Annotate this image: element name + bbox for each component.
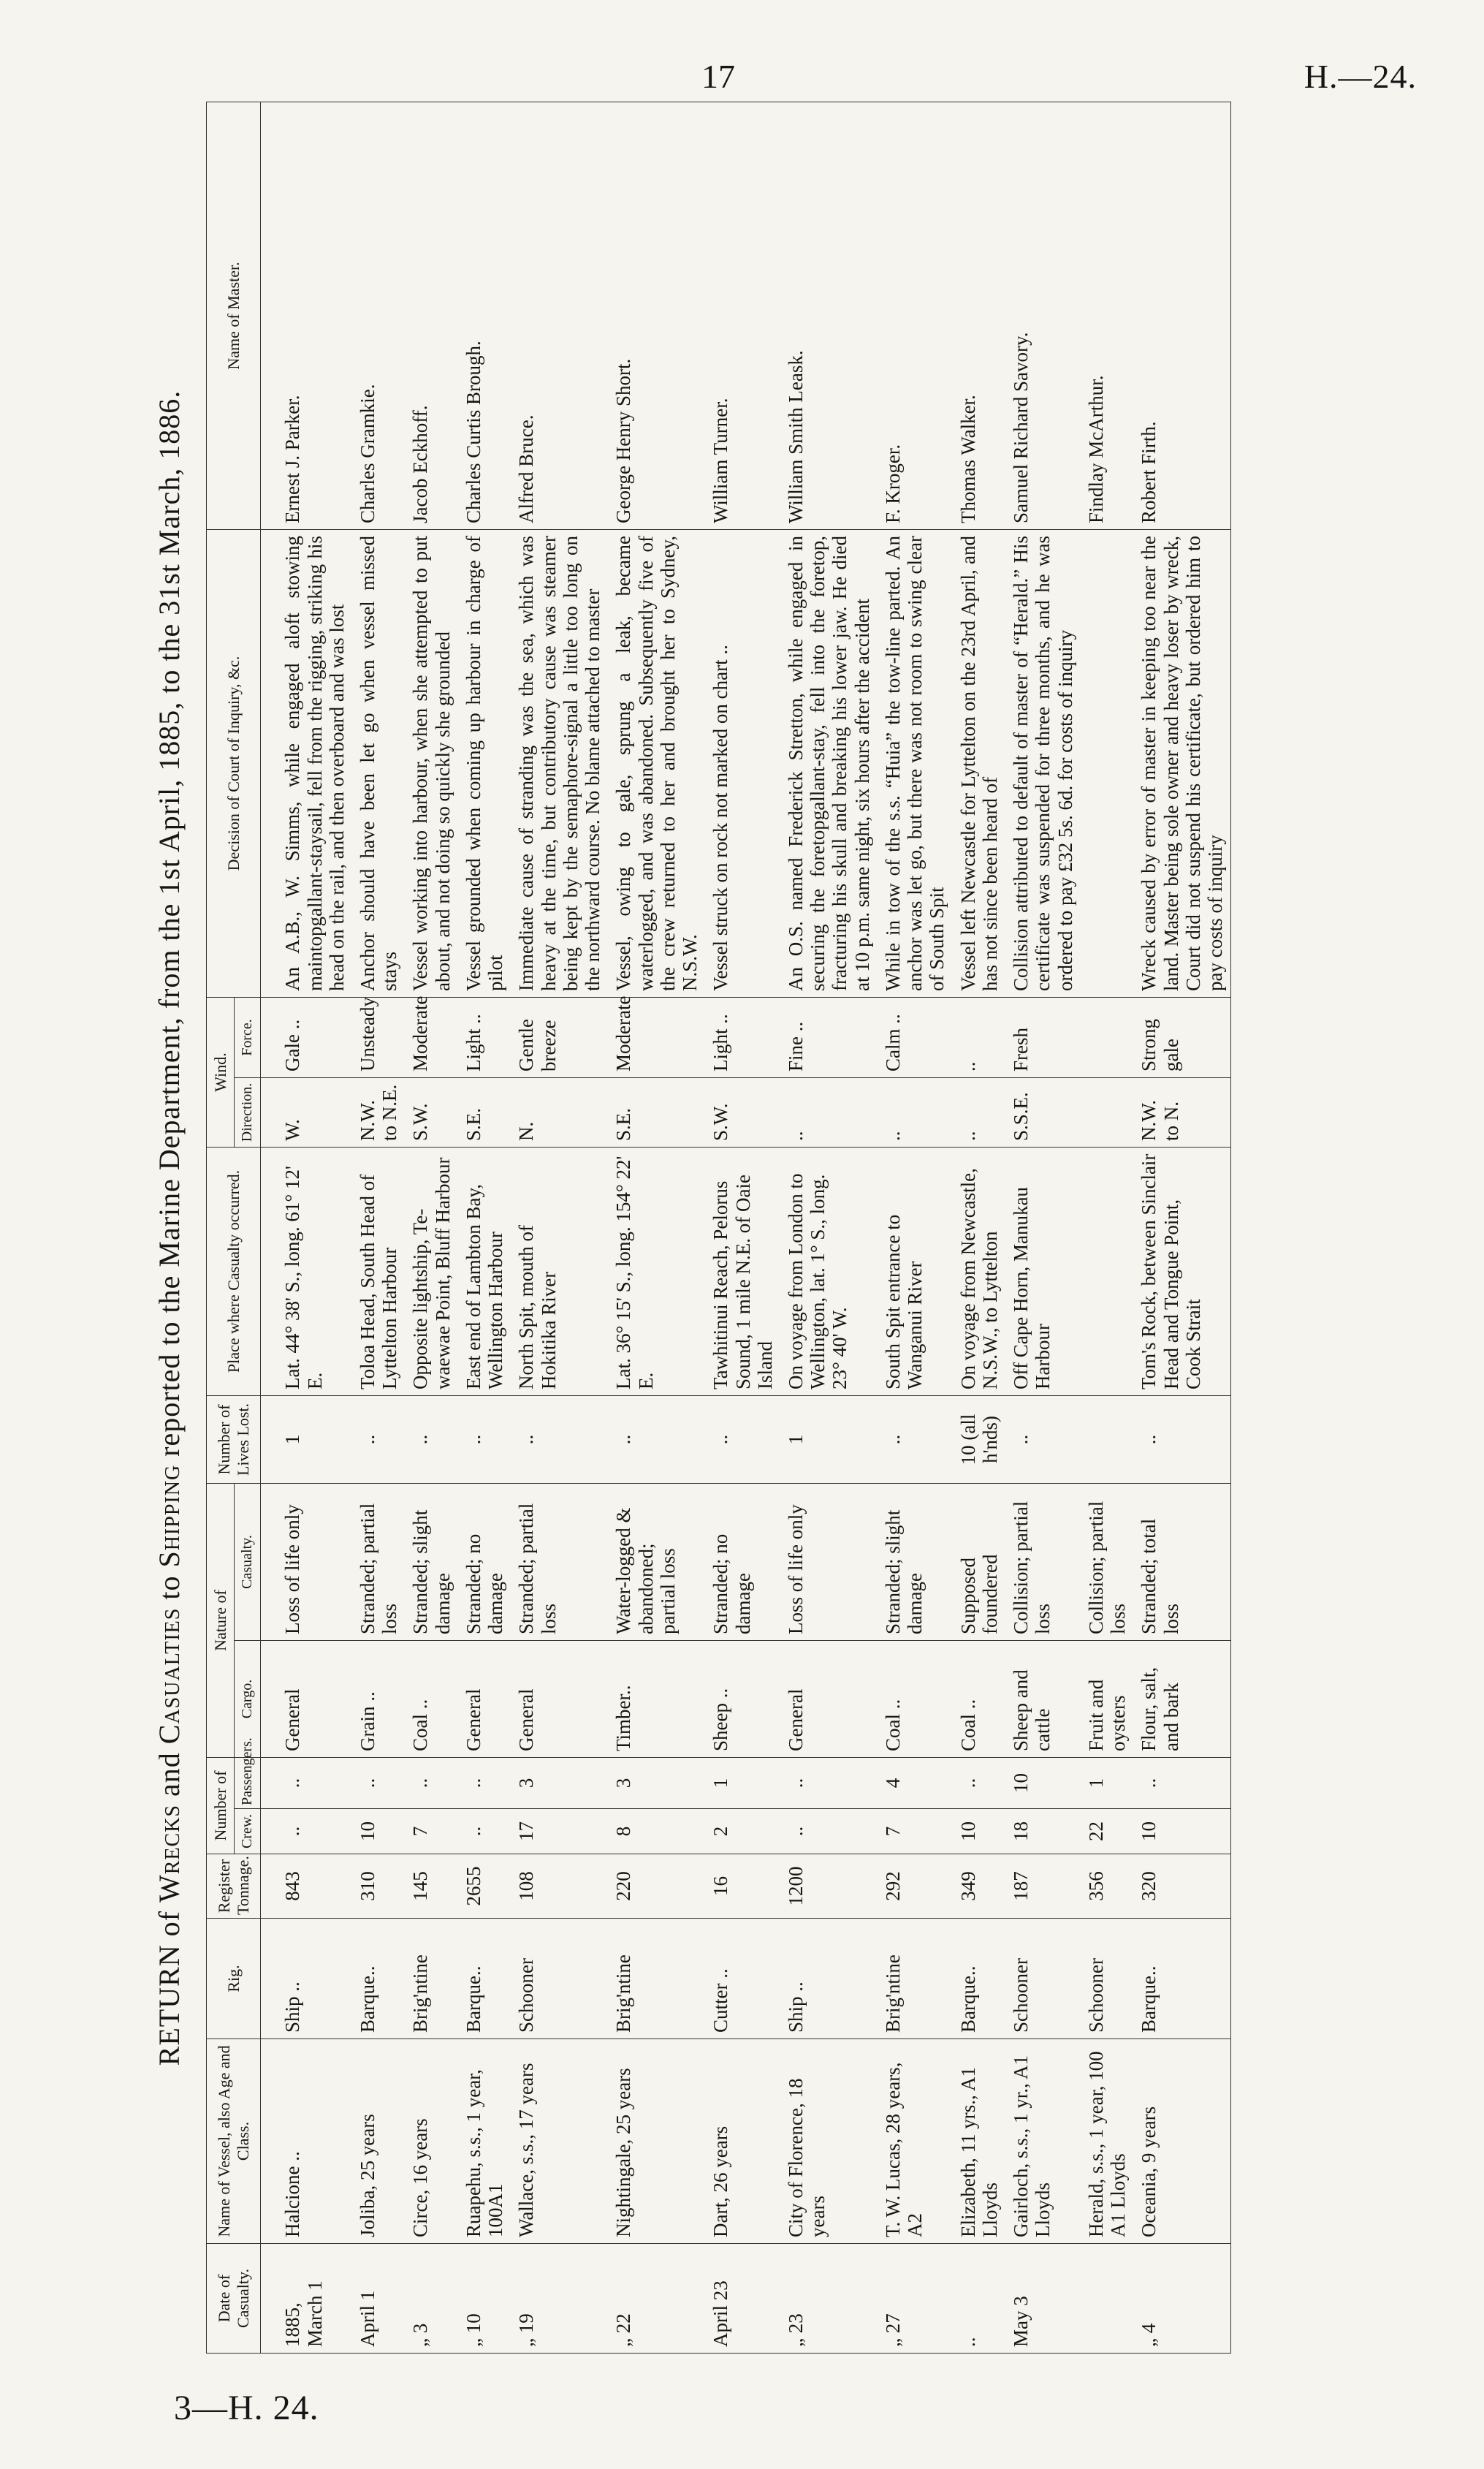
cell-passengers: ..	[261, 1757, 352, 1808]
cell-tonnage: 843	[261, 1854, 352, 1919]
table-row	[878, 102, 953, 2353]
cell-rig: Schooner	[1081, 1919, 1133, 2039]
cell-direction: N.W. to N.E.	[352, 1077, 405, 1147]
cell-rig: Schooner	[511, 1919, 608, 2039]
cell-direction: ..	[953, 1077, 1005, 1147]
header-wind: Wind.	[207, 997, 235, 1147]
cell-cargo: General	[780, 1640, 878, 1757]
page-number: 17	[701, 58, 735, 95]
cell-tonnage: 310	[352, 1854, 405, 1919]
cell-force: Strong gale	[1133, 997, 1230, 1077]
cell-force: Moderate	[405, 997, 457, 1077]
cell-date: „ 19	[511, 2244, 608, 2354]
cell-tonnage: 145	[405, 1854, 457, 1919]
cell-place: South Spit entrance to Wanganui River	[878, 1147, 953, 1395]
cell-vessel: Elizabeth, 11 yrs., A1 Lloyds	[953, 2039, 1005, 2244]
header-force: Force.	[235, 997, 261, 1077]
title-wrecks: Wrecks	[153, 1804, 186, 1903]
cell-master: William Smith Leask.	[780, 102, 878, 529]
table-row	[1005, 102, 1081, 2353]
cell-place: Toloa Head, South Head of Lyttelton Harbour	[352, 1147, 405, 1395]
cell-decision: Vessel grounded when coming up harbour in charge of pilot	[458, 529, 511, 997]
cell-casualty: Stranded; no damage	[458, 1483, 511, 1640]
table-row	[511, 102, 608, 2353]
cell-passengers: 3	[608, 1757, 705, 1808]
cell-place: Tom's Rock, between Sinclair Head and Tongue Point, Cook Strait	[1133, 1147, 1230, 1395]
rotated-return-table	[133, 102, 1404, 2354]
cell-crew: 8	[608, 1809, 705, 1854]
cell-date: „ 23	[780, 2244, 878, 2354]
cell-rig: Barque..	[352, 1919, 405, 2039]
cell-crew: 17	[511, 1809, 608, 1854]
cell-tonnage: 349	[953, 1854, 1005, 1919]
cell-crew: 18	[1005, 1809, 1081, 1854]
cell-direction: ..	[878, 1077, 953, 1147]
cell-master: Charles Curtis Brough.	[458, 102, 511, 529]
table-body	[261, 102, 1231, 2353]
cell-place	[1081, 1147, 1133, 1395]
cell-passengers: 10	[1005, 1757, 1081, 1808]
cell-crew: ..	[458, 1809, 511, 1854]
cell-master: Robert Firth.	[1133, 102, 1230, 529]
cell-lives: ..	[1133, 1395, 1230, 1483]
cell-date	[1081, 2244, 1133, 2354]
cell-vessel: Gairloch, s.s., 1 yr., A1 Lloyds	[1005, 2039, 1081, 2244]
cell-decision: Collision attributed to default of master of “Herald.” His certificate was suspended for three months, and he was ordered to pay £32 5s. 6d. for costs of inquiry	[1005, 529, 1081, 997]
cell-lives: 1	[780, 1395, 878, 1483]
header-master: Name of Master.	[207, 102, 261, 529]
table-row	[261, 102, 352, 2353]
header-number-of: Number of	[207, 1757, 235, 1854]
cell-direction: S.E.	[608, 1077, 705, 1147]
cell-vessel: Joliba, 25 years	[352, 2039, 405, 2244]
cell-casualty: Stranded; partial loss	[511, 1483, 608, 1640]
cell-lives: ..	[878, 1395, 953, 1483]
cell-direction: S.W.	[705, 1077, 780, 1147]
cell-rig: Ship ..	[780, 1919, 878, 2039]
cell-date: April 23	[705, 2244, 780, 2354]
cell-cargo: General	[511, 1640, 608, 1757]
table-row	[352, 102, 405, 2353]
header-rig: Rig.	[207, 1919, 261, 2039]
cell-master: Samuel Richard Savory.	[1005, 102, 1081, 529]
cell-master: Findlay McArthur.	[1081, 102, 1133, 529]
cell-force: ..	[953, 997, 1005, 1077]
cell-tonnage: 320	[1133, 1854, 1230, 1919]
cell-crew: 7	[405, 1809, 457, 1854]
wrecks-table	[206, 102, 1231, 2354]
cell-date: April 1	[352, 2244, 405, 2354]
title-rest: reported to the Marine Department, from the 1st April, 1885, to the 31st March, 1886.	[153, 390, 186, 1465]
cell-tonnage: 220	[608, 1854, 705, 1919]
table-row	[458, 102, 511, 2353]
header-date: Date of Casualty.	[207, 2244, 261, 2354]
cell-decision: Vessel, owing to gale, sprung a leak, became waterlogged, and was abandoned. Subsequently five of the crew returned to her and brought her to Sydney, N.S.W.	[608, 529, 705, 997]
cell-cargo: Grain ..	[352, 1640, 405, 1757]
cell-casualty: Water-logged & abandoned; partial loss	[608, 1483, 705, 1640]
cell-passengers: ..	[1133, 1757, 1230, 1808]
header-crew: Crew.	[235, 1809, 261, 1854]
cell-passengers: ..	[458, 1757, 511, 1808]
cell-vessel: Nightingale, 25 years	[608, 2039, 705, 2244]
cell-crew: 10	[1133, 1809, 1230, 1854]
cell-cargo: Coal ..	[878, 1640, 953, 1757]
cell-rig: Barque..	[458, 1919, 511, 2039]
cell-direction: S.W.	[405, 1077, 457, 1147]
cell-lives: ..	[511, 1395, 608, 1483]
cell-date: 1885, March 1	[261, 2244, 352, 2354]
cell-rig: Barque..	[1133, 1919, 1230, 2039]
cell-passengers: ..	[780, 1757, 878, 1808]
cell-place: Opposite lightship, Te-waewae Point, Bluff Harbour	[405, 1147, 457, 1395]
cell-casualty: Stranded; partial loss	[352, 1483, 405, 1640]
cell-passengers: ..	[953, 1757, 1005, 1808]
cell-force: Gale ..	[261, 997, 352, 1077]
cell-decision: Vessel left Newcastle for Lyttelton on the 23rd April, and has not since been heard of	[953, 529, 1005, 997]
cell-crew: ..	[261, 1809, 352, 1854]
cell-decision: An O.S. named Frederick Stretton, while engaged in securing the foretopgallant-stay, fell into the foretop, fracturing his skull and breaking his lower jaw. He died at 10 p.m. same night, six hours after the accident	[780, 529, 878, 997]
header-lives: Number of Lives Lost.	[207, 1395, 261, 1483]
cell-date: „ 3	[405, 2244, 457, 2354]
cell-lives	[1081, 1395, 1133, 1483]
cell-rig: Brig'ntine	[878, 1919, 953, 2039]
cell-master: Jacob Eckhoff.	[405, 102, 457, 529]
cell-master: Ernest J. Parker.	[261, 102, 352, 529]
title-prefix: RETURN of	[153, 1903, 186, 2066]
cell-date: „ 10	[458, 2244, 511, 2354]
cell-cargo: Sheep ..	[705, 1640, 780, 1757]
cell-crew: 10	[352, 1809, 405, 1854]
cell-place: Tawhitinui Reach, Pelorus Sound, 1 mile N.E. of Oaie Island	[705, 1147, 780, 1395]
cell-crew: ..	[780, 1809, 878, 1854]
table-row	[705, 102, 780, 2353]
cell-cargo: Sheep and cattle	[1005, 1640, 1081, 1757]
cell-passengers: 1	[1081, 1757, 1133, 1808]
cell-rig: Ship ..	[261, 1919, 352, 2039]
cell-place: On voyage from Newcastle, N.S.W., to Lyttelton	[953, 1147, 1005, 1395]
cell-lives: ..	[608, 1395, 705, 1483]
table-row	[608, 102, 705, 2353]
cell-date: „ 4	[1133, 2244, 1230, 2354]
cell-master: George Henry Short.	[608, 102, 705, 529]
cell-cargo: General	[261, 1640, 352, 1757]
cell-passengers: ..	[352, 1757, 405, 1808]
cell-place: Off Cape Horn, Manukau Harbour	[1005, 1147, 1081, 1395]
header-nature-of: Nature of	[207, 1483, 235, 1757]
cell-tonnage: 1200	[780, 1854, 878, 1919]
cell-casualty: Stranded; slight damage	[405, 1483, 457, 1640]
title-to: to	[153, 1567, 186, 1608]
cell-direction: W.	[261, 1077, 352, 1147]
header-vessel: Name of Vessel, also Age and Class.	[207, 2039, 261, 2244]
cell-cargo: Coal ..	[953, 1640, 1005, 1757]
header-casualty: Casualty.	[235, 1483, 261, 1640]
cell-passengers: 4	[878, 1757, 953, 1808]
cell-vessel: Halcione ..	[261, 2039, 352, 2244]
cell-lives: ..	[458, 1395, 511, 1483]
header-decision: Decision of Court of Inquiry, &c.	[207, 529, 261, 997]
cell-lives: ..	[705, 1395, 780, 1483]
cell-direction: N.W. to N.	[1133, 1077, 1230, 1147]
cell-date: May 3	[1005, 2244, 1081, 2354]
cell-passengers: 1	[705, 1757, 780, 1808]
cell-direction	[1081, 1077, 1133, 1147]
cell-place: Lat. 44° 38' S., long. 61° 12' E.	[261, 1147, 352, 1395]
title-shipping: Shipping	[153, 1464, 186, 1568]
cell-master: F. Kroger.	[878, 102, 953, 529]
cell-vessel: Oceania, 9 years	[1133, 2039, 1230, 2244]
cell-force: Light ..	[458, 997, 511, 1077]
cell-place: East end of Lambton Bay, Wellington Harbour	[458, 1147, 511, 1395]
cell-vessel: Herald, s.s., 1 year, 100 A1 Lloyds	[1081, 2039, 1133, 2244]
cell-master: William Turner.	[705, 102, 780, 529]
cell-cargo: General	[458, 1640, 511, 1757]
header-cargo: Cargo.	[235, 1640, 261, 1757]
cell-casualty: Collision; partial loss	[1005, 1483, 1081, 1640]
cell-force: Fine ..	[780, 997, 878, 1077]
table-row	[1133, 102, 1230, 2353]
cell-lives: 1	[261, 1395, 352, 1483]
cell-place: Lat. 36° 15' S., long. 154° 22' E.	[608, 1147, 705, 1395]
cell-rig: Brig'ntine	[608, 1919, 705, 2039]
cell-direction: N.	[511, 1077, 608, 1147]
header-tonnage: Register Tonnage.	[207, 1854, 261, 1919]
cell-decision: While in tow of the s.s. “Huia” the tow-line parted. An anchor was let go, but there was not room to swing clear of South Spit	[878, 529, 953, 997]
cell-tonnage: 16	[705, 1854, 780, 1919]
table-row	[1081, 102, 1133, 2353]
cell-place: North Spit, mouth of Hokitika River	[511, 1147, 608, 1395]
cell-force: Unsteady	[352, 997, 405, 1077]
cell-crew: 22	[1081, 1809, 1133, 1854]
header-direction: Direction.	[235, 1077, 261, 1147]
cell-casualty: Stranded; no damage	[705, 1483, 780, 1640]
title-and: and	[153, 1744, 186, 1805]
cell-passengers: ..	[405, 1757, 457, 1808]
cell-date: „ 22	[608, 2244, 705, 2354]
cell-crew: 2	[705, 1809, 780, 1854]
cell-casualty: Loss of life only	[780, 1483, 878, 1640]
table-title	[133, 102, 206, 2354]
cell-rig: Brig'ntine	[405, 1919, 457, 2039]
table-row	[953, 102, 1005, 2353]
cell-casualty: Supposed foundered	[953, 1483, 1005, 1640]
cell-date: ..	[953, 2244, 1005, 2354]
cell-rig: Schooner	[1005, 1919, 1081, 2039]
cell-master: Alfred Bruce.	[511, 102, 608, 529]
cell-tonnage: 108	[511, 1854, 608, 1919]
header-place: Place where Casualty occurred.	[207, 1147, 261, 1395]
cell-rig: Cutter ..	[705, 1919, 780, 2039]
cell-force	[1081, 997, 1133, 1077]
cell-passengers: 3	[511, 1757, 608, 1808]
header-passengers: Passengers.	[235, 1757, 261, 1808]
cell-cargo: Timber..	[608, 1640, 705, 1757]
cell-crew: 10	[953, 1809, 1005, 1854]
cell-vessel: Ruapehu, s.s., 1 year, 100A1	[458, 2039, 511, 2244]
cell-decision: Anchor should have been let go when vessel missed stays	[352, 529, 405, 997]
cell-force: Gentle breeze	[511, 997, 608, 1077]
cell-cargo: Flour, salt, and bark	[1133, 1640, 1230, 1757]
table-row	[780, 102, 878, 2353]
document-code-bottom: 3—H. 24.	[174, 2389, 319, 2427]
cell-cargo: Coal ..	[405, 1640, 457, 1757]
cell-decision: An A.B., W. Simms, while engaged aloft stowing maintopgallant-staysail, fell from the rigging, striking his head on the rail, and then overboard and was lost	[261, 529, 352, 997]
cell-cargo: Fruit and oysters	[1081, 1640, 1133, 1757]
cell-force: Moderate	[608, 997, 705, 1077]
cell-direction: S.S.E.	[1005, 1077, 1081, 1147]
cell-vessel: Wallace, s.s., 17 years	[511, 2039, 608, 2244]
cell-force: Fresh	[1005, 997, 1081, 1077]
title-casualties: Casualties	[153, 1607, 186, 1745]
cell-direction: S.E.	[458, 1077, 511, 1147]
cell-tonnage: 187	[1005, 1854, 1081, 1919]
cell-lives: ..	[405, 1395, 457, 1483]
cell-vessel: T. W. Lucas, 28 years, A2	[878, 2039, 953, 2244]
cell-date: „ 27	[878, 2244, 953, 2354]
cell-decision: Immediate cause of stranding was the sea, which was heavy at the time, but contributory cause was steamer being kept by the semaphore-signal a little too long on the northward course. No blame attached to master	[511, 529, 608, 997]
cell-lives: ..	[1005, 1395, 1081, 1483]
cell-force: Light ..	[705, 997, 780, 1077]
cell-casualty: Stranded; slight damage	[878, 1483, 953, 1640]
cell-casualty: Loss of life only	[261, 1483, 352, 1640]
cell-casualty: Collision; partial loss	[1081, 1483, 1133, 1640]
cell-direction: ..	[780, 1077, 878, 1147]
cell-decision	[1081, 529, 1133, 997]
cell-casualty: Stranded; total loss	[1133, 1483, 1230, 1640]
cell-decision: Vessel working into harbour, when she attempted to put about, and not doing so quickly she grounded	[405, 529, 457, 997]
cell-vessel: Circe, 16 years	[405, 2039, 457, 2244]
table-row	[405, 102, 457, 2353]
document-code-top: H.—24.	[1304, 58, 1417, 95]
cell-lives: 10 (all h'nds)	[953, 1395, 1005, 1483]
cell-place: On voyage from London to Wellington, lat. 1° S., long. 23° 40' W.	[780, 1147, 878, 1395]
cell-tonnage: 2655	[458, 1854, 511, 1919]
cell-lives: ..	[352, 1395, 405, 1483]
cell-master: Thomas Walker.	[953, 102, 1005, 529]
cell-force: Calm ..	[878, 997, 953, 1077]
cell-decision: Wreck caused by error of master in keeping too near the land. Master being sole owner and heavy loser by wreck, Court did not suspend his certificate, but ordered him to pay costs of inquiry	[1133, 529, 1230, 997]
cell-vessel: City of Florence, 18 years	[780, 2039, 878, 2244]
cell-rig: Barque..	[953, 1919, 1005, 2039]
cell-crew: 7	[878, 1809, 953, 1854]
cell-vessel: Dart, 26 years	[705, 2039, 780, 2244]
cell-master: Charles Gramkie.	[352, 102, 405, 529]
cell-decision: Vessel struck on rock not marked on chart ..	[705, 529, 780, 997]
cell-tonnage: 356	[1081, 1854, 1133, 1919]
cell-tonnage: 292	[878, 1854, 953, 1919]
